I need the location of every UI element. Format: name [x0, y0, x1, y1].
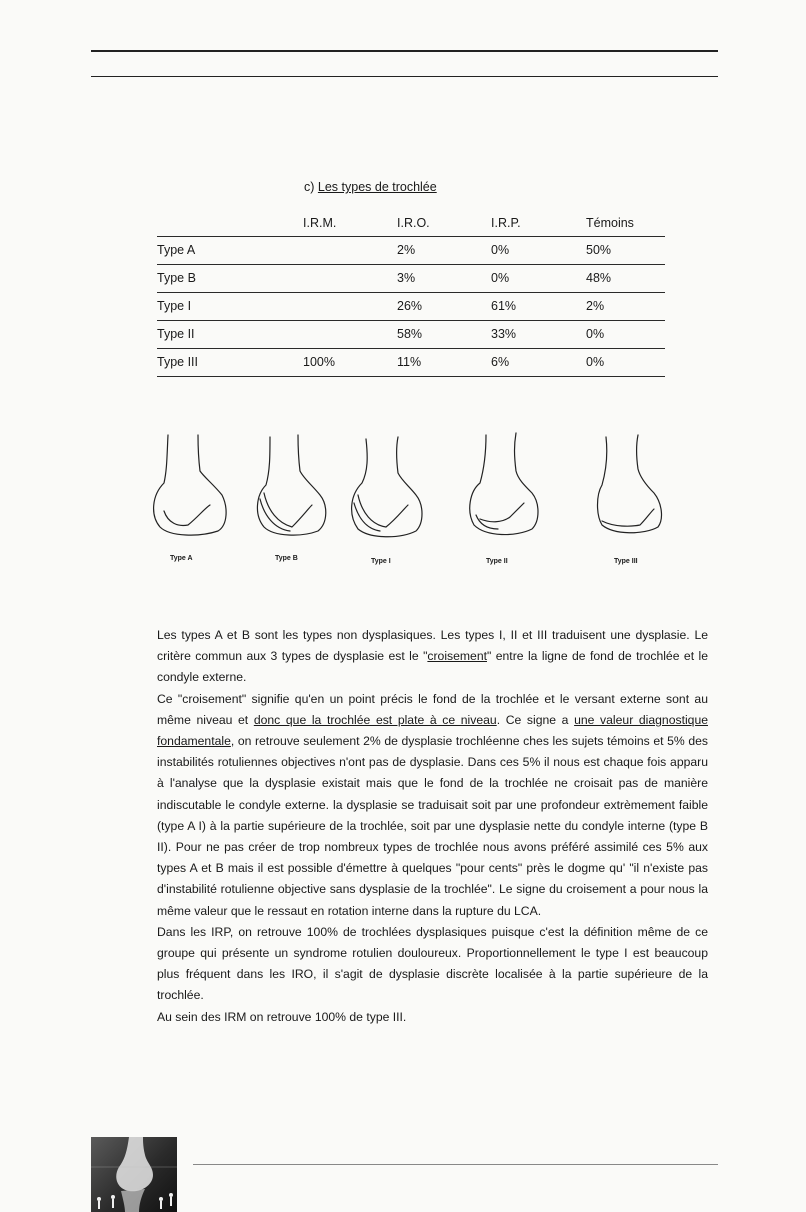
drawing-type-a: [154, 435, 226, 535]
header-cell: I.R.O.: [397, 216, 430, 230]
table-header: [157, 210, 665, 236]
figure-label: Type II: [486, 558, 508, 565]
paragraph: Au sein des IRM on retrouve 100% de type III.: [157, 1009, 407, 1024]
row-label: Type II: [157, 327, 195, 341]
drawing-type-iii: [598, 435, 662, 533]
table-cell: 58%: [397, 327, 423, 341]
drawing-type-ii: [470, 433, 538, 535]
body-text: [157, 625, 708, 1028]
text-span: " entre la ligne de fond de trochlée et le condyle externe.: [157, 649, 708, 685]
row-label: Type III: [157, 355, 198, 369]
table-row: [157, 264, 665, 292]
table-cell: 0%: [586, 327, 605, 341]
header-cell: I.R.P.: [491, 216, 521, 230]
footer-rule: [193, 1164, 718, 1165]
header-cell: I.R.M.: [303, 216, 337, 230]
table-row: [157, 292, 665, 320]
text-span: , on retrouve seulement 2% de dysplasie trochléenne ches les sujets témoins et 5% des instabilités rotuliennes objectives n'ont pas de dysplasie. Dans ces 5% il nous est chaque fois apparu à l'analyse que la dysplasie existait mais que le fond de la trochlée ne croisait pas de manière indiscutable le condyle externe. la dysplasie se traduisait soit par une profondeur extrèmement faible (type A I) à la partie supérieure de la trochlée, soit par une dysplasie nette du condyle interne (type B II). Pour ne pas créer de trop nombreux types de trochlée nous avons préféré assimilé ces 5% aux types A et B mais il est possible d'émettre à quelques "pour cents" près le dogme qu' "il n'existe pas d'instabilité rotulienne objective sans dysplasie de la trochlée". Le signe du croisement a pour nous la même valeur que le ressaut en rotation interne dans la rupture du LCA.: [157, 734, 708, 918]
knee-xray-icon: [91, 1137, 177, 1212]
table-cell: 0%: [491, 271, 510, 285]
underlined-phrase: donc que la trochlée est plate à ce niveau: [253, 712, 497, 727]
paragraph: Dans les IRP, on retrouve 100% de trochlées dysplasiques puisque c'est la définition même de ce groupe qui présente un syndrome rotulien douloureux. Proportionnellement le type I est beaucoup plus fréquent dans les IRO, il s'agit de dysplasie discrète localisée à la partie supérieure de la trochlée.: [157, 924, 708, 1003]
trochlea-types-table: [157, 210, 665, 377]
footer-logo-image: [91, 1137, 177, 1212]
table-cell: 3%: [397, 271, 416, 285]
text-span: Ce "croisement" signifie qu'en un point précis le fond de la trochlée et le versant externe sont au même niveau et: [157, 691, 708, 727]
trochlea-drawings: [140, 425, 680, 585]
row-label: Type B: [157, 271, 196, 285]
table-cell: 2%: [397, 243, 416, 257]
drawing-type-b: [257, 435, 325, 535]
table-cell: 48%: [586, 271, 612, 285]
section-title-prefix: c): [304, 180, 318, 194]
table-cell: 26%: [397, 299, 423, 313]
trochlea-drawings-svg: [140, 425, 680, 585]
header-rule-bottom: [91, 76, 718, 77]
row-label: Type A: [157, 243, 196, 257]
paragraph: [157, 625, 708, 689]
underlined-phrase: une valeur diagnostique fondamentale: [157, 712, 708, 749]
section-title: [304, 180, 437, 194]
figure-label: Type B: [275, 555, 298, 562]
table-cell: 0%: [491, 243, 510, 257]
table-cell: 33%: [491, 327, 517, 341]
drawing-type-i: [352, 437, 422, 537]
table-cell: 100%: [303, 355, 335, 369]
table-row: [157, 320, 665, 348]
table-cell: 6%: [491, 355, 510, 369]
figure-label: Type A: [170, 555, 193, 562]
section-title-text: Les types de trochlée: [317, 180, 437, 194]
figure-label: Type III: [614, 558, 638, 565]
table-cell: 0%: [586, 355, 605, 369]
underlined-term: croisement: [427, 649, 487, 664]
text-span: Les types A et B sont les types non dysplasiques. Les types I, II et III traduisent une dysplasie. Le critère commun aux 3 types de dysplasie est le ": [157, 628, 708, 664]
table-row: [157, 236, 665, 264]
header-rule-top: [91, 50, 718, 52]
table-cell: 2%: [586, 299, 605, 313]
text-span: . Ce signe a: [496, 712, 575, 727]
table-cell: 61%: [491, 299, 517, 313]
figure-label: Type I: [371, 558, 391, 565]
row-label: Type I: [157, 299, 192, 313]
header-cell: Témoins: [586, 216, 634, 230]
table-row: [157, 348, 665, 377]
paragraph: [157, 689, 708, 922]
table-cell: 50%: [586, 243, 612, 257]
table-cell: 11%: [397, 355, 422, 369]
